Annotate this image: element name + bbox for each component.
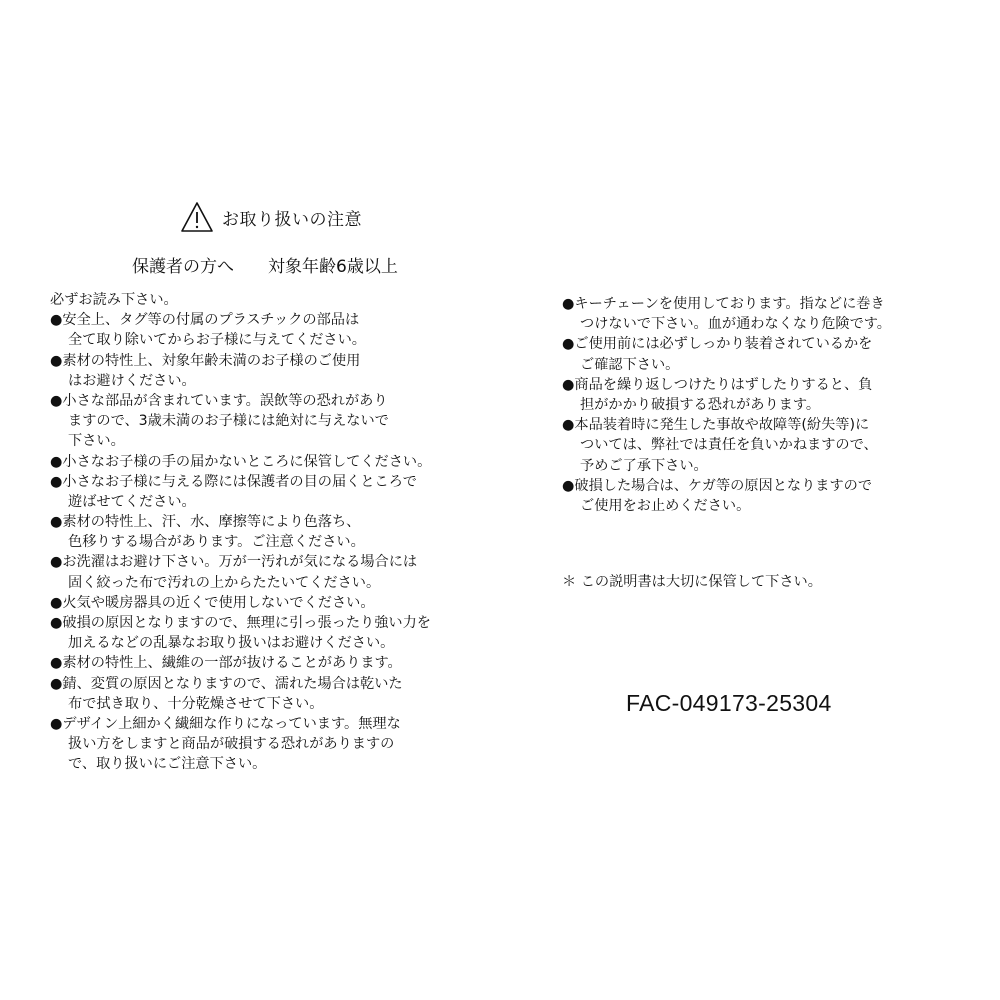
warning-triangle-icon [180,201,214,233]
caution-line: ●素材の特性上、対象年齢未満のお子様のご使用 [50,352,361,369]
subtitle [132,252,398,277]
caution-line: ●デザイン上細かく繊細な作りになっています。無理な [50,715,401,732]
caution-line: ●小さなお子様に与える際には保護者の目の届くところで [50,473,417,490]
caution-line: ●ご使用前には必ずしっかり装着されているかを [562,336,873,353]
caution-line: ●破損した場合は、ケガ等の原因となりますので [562,477,873,494]
caution-line: ●小さな部品が含まれています。誤飲等の恐れがあり [50,392,388,409]
caution-line: ご使用をお止めください。 [580,497,751,514]
caution-line: ●破損の原因となりますので、無理に引っ張ったり強い力を [50,615,431,631]
left-caution-list [50,290,431,775]
caution-line: 加えるなどの乱暴なお取り扱いはお避けください。 [68,635,395,652]
caution-line: ご確認下さい。 [580,356,680,373]
right-caution-list [562,294,891,516]
caution-line: はお避けください。 [68,372,196,389]
caution-line: 全て取り除いてからお子様に与えてください。 [68,332,366,349]
caution-line: ●素材の特性上、繊維の一部が抜けることがあります。 [50,655,402,672]
caution-line: ●本品装着時に発生した事故や故障等(紛失等)に [562,417,870,434]
caution-line: 遊ばせてください。 [68,493,196,510]
title-row [180,200,362,234]
caution-line: 必ずお読み下さい。 [50,292,178,308]
caution-line: で、取り扱いにご注意下さい。 [68,756,267,773]
caution-line: ●キーチェーンを使用しております。指などに巻き [562,296,885,312]
caution-line: ●火気や暖房器具の近くで使用しないでください。 [50,594,375,611]
caution-line: 担がかかり破損する恐れがあります。 [580,396,821,413]
page-title: お取り扱いの注意 [222,209,362,230]
caution-line: ●錆、変質の原因となりますので、濡れた場合は乾いた [50,675,403,692]
caution-line: 下さい。 [68,433,125,450]
caution-line: 布で拭き取り、十分乾燥させて下さい。 [68,695,324,712]
caution-line: ●素材の特性上、汗、水、摩擦等により色落ち、 [50,514,361,531]
caution-line: ●お洗濯はお避け下さい。万が一汚れが気になる場合には [50,554,418,571]
caution-line: ついては、弊社では責任を負いかねますので、 [580,437,878,454]
age-label: 対象年齢6歳以上 [268,257,398,277]
caution-line: ●安全上、タグ等の付属のプラスチックの部品は [50,312,360,329]
caution-line: 色移りする場合があります。ご注意ください。 [68,534,365,551]
storage-note: ＊ この説明書は大切に保管して下さい。 [562,574,822,590]
caution-line: つけないで下さい。血が通わなくなり危険です。 [580,316,891,333]
caution-line: 固く絞った布で汚れの上からたたいてください。 [68,574,381,591]
product-code: FAC-049173-25304 [626,690,832,716]
audience-label: 保護者の方へ [132,257,234,277]
caution-line: ●小さなお子様の手の届かないところに保管してください。 [50,453,432,470]
caution-line: ますので、3歳未満のお子様には絶対に与えないで [68,413,389,430]
caution-line: ●商品を繰り返しつけたりはずしたりすると、負 [562,376,873,393]
caution-line: 予めご了承下さい。 [580,457,708,474]
caution-line: 扱い方をしますと商品が破損する恐れがありますの [68,736,395,753]
